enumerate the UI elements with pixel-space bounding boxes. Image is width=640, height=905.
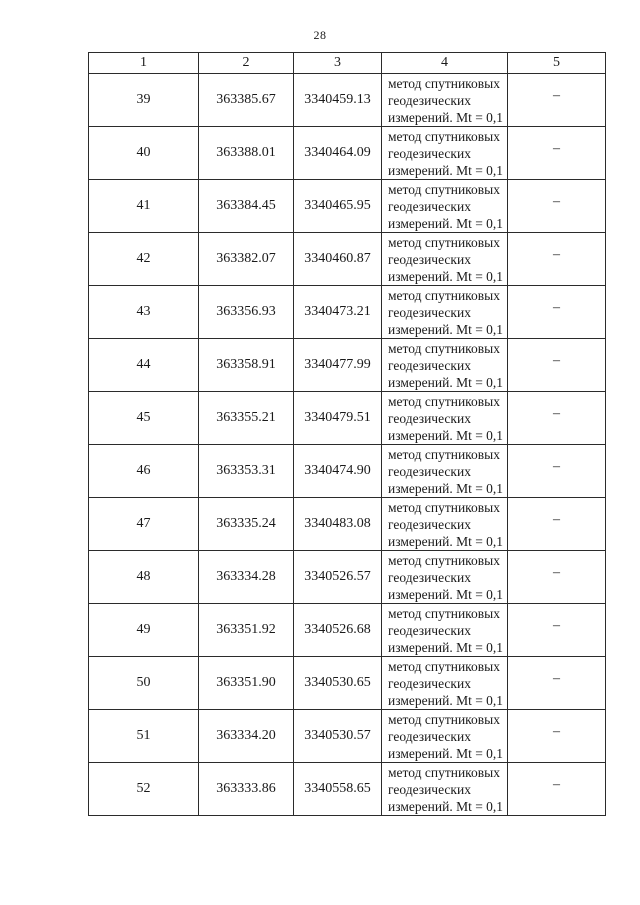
description-cell: –: [508, 498, 606, 551]
point-number-cell: 39: [89, 74, 199, 127]
method-line: измерений. Mt = 0,1: [388, 110, 504, 125]
method-line: измерений. Mt = 0,1: [388, 375, 504, 390]
table-row: [89, 392, 606, 445]
coordinate-y-cell: 3340477.99: [294, 339, 382, 392]
table-row: [89, 127, 606, 180]
method-line: геодезических: [388, 729, 471, 744]
point-number-cell: 48: [89, 551, 199, 604]
method-line: измерений. Mt = 0,1: [388, 587, 504, 602]
method-cell: [382, 233, 508, 286]
method-line: геодезических: [388, 252, 471, 267]
method-line: измерений. Mt = 0,1: [388, 428, 504, 443]
method-cell: [382, 127, 508, 180]
point-number-cell: 42: [89, 233, 199, 286]
coordinate-y-cell: 3340459.13: [294, 74, 382, 127]
method-line: метод спутниковых: [388, 288, 500, 303]
coordinate-y-cell: 3340526.57: [294, 551, 382, 604]
method-line: метод спутниковых: [388, 129, 500, 144]
header-col-5: 5: [508, 53, 606, 74]
coordinate-y-cell: 3340558.65: [294, 763, 382, 816]
method-line: геодезических: [388, 199, 471, 214]
coordinate-y-cell: 3340483.08: [294, 498, 382, 551]
method-cell: [382, 763, 508, 816]
method-line: метод спутниковых: [388, 76, 500, 91]
method-line: метод спутниковых: [388, 182, 500, 197]
method-line: измерений. Mt = 0,1: [388, 163, 504, 178]
method-line: метод спутниковых: [388, 765, 500, 780]
coordinate-x-cell: 363334.28: [199, 551, 294, 604]
table-row: [89, 604, 606, 657]
coordinate-x-cell: 363355.21: [199, 392, 294, 445]
point-number-cell: 41: [89, 180, 199, 233]
method-line: метод спутниковых: [388, 447, 500, 462]
table-row: [89, 551, 606, 604]
coordinate-y-cell: 3340530.65: [294, 657, 382, 710]
description-cell: –: [508, 445, 606, 498]
method-line: метод спутниковых: [388, 606, 500, 621]
method-cell: [382, 392, 508, 445]
method-line: метод спутниковых: [388, 235, 500, 250]
method-cell: [382, 339, 508, 392]
description-cell: –: [508, 763, 606, 816]
table-row: [89, 74, 606, 127]
method-cell: [382, 657, 508, 710]
header-col-3: 3: [294, 53, 382, 74]
coordinate-y-cell: 3340460.87: [294, 233, 382, 286]
method-line: геодезических: [388, 623, 471, 638]
method-cell: [382, 445, 508, 498]
point-number-cell: 43: [89, 286, 199, 339]
table-row: [89, 286, 606, 339]
coordinate-y-cell: 3340465.95: [294, 180, 382, 233]
coordinate-x-cell: 363351.90: [199, 657, 294, 710]
description-cell: –: [508, 180, 606, 233]
point-number-cell: 46: [89, 445, 199, 498]
coordinate-y-cell: 3340479.51: [294, 392, 382, 445]
method-line: измерений. Mt = 0,1: [388, 746, 504, 761]
coordinate-x-cell: 363388.01: [199, 127, 294, 180]
method-line: измерений. Mt = 0,1: [388, 481, 504, 496]
description-cell: –: [508, 710, 606, 763]
method-line: измерений. Mt = 0,1: [388, 799, 504, 814]
method-line: метод спутниковых: [388, 712, 500, 727]
table-row: [89, 233, 606, 286]
method-line: геодезических: [388, 676, 471, 691]
point-number-cell: 49: [89, 604, 199, 657]
point-number-cell: 51: [89, 710, 199, 763]
method-line: геодезических: [388, 411, 471, 426]
method-line: геодезических: [388, 782, 471, 797]
method-line: геодезических: [388, 93, 471, 108]
method-line: метод спутниковых: [388, 500, 500, 515]
table-row: [89, 180, 606, 233]
coordinate-x-cell: 363353.31: [199, 445, 294, 498]
page-number: 28: [313, 28, 327, 42]
description-cell: –: [508, 339, 606, 392]
method-cell: [382, 551, 508, 604]
method-cell: [382, 710, 508, 763]
method-line: измерений. Mt = 0,1: [388, 534, 504, 549]
method-line: измерений. Mt = 0,1: [388, 269, 504, 284]
coordinate-x-cell: 363358.91: [199, 339, 294, 392]
method-cell: [382, 604, 508, 657]
table-row: [89, 763, 606, 816]
coordinate-y-cell: 3340530.57: [294, 710, 382, 763]
header-col-4: 4: [382, 53, 508, 74]
coordinate-y-cell: 3340474.90: [294, 445, 382, 498]
method-line: измерений. Mt = 0,1: [388, 693, 504, 708]
point-number-cell: 50: [89, 657, 199, 710]
method-line: геодезических: [388, 305, 471, 320]
table-row: [89, 339, 606, 392]
point-number-cell: 40: [89, 127, 199, 180]
method-line: измерений. Mt = 0,1: [388, 216, 504, 231]
method-line: геодезических: [388, 146, 471, 161]
table-row: [89, 445, 606, 498]
method-line: метод спутниковых: [388, 394, 500, 409]
description-cell: –: [508, 127, 606, 180]
description-cell: –: [508, 392, 606, 445]
description-cell: –: [508, 74, 606, 127]
method-cell: [382, 180, 508, 233]
method-line: метод спутниковых: [388, 341, 500, 356]
coordinate-x-cell: 363335.24: [199, 498, 294, 551]
point-number-cell: 47: [89, 498, 199, 551]
table-row: [89, 498, 606, 551]
table-row: [89, 710, 606, 763]
point-number-cell: 45: [89, 392, 199, 445]
method-cell: [382, 74, 508, 127]
description-cell: –: [508, 657, 606, 710]
coordinate-x-cell: 363384.45: [199, 180, 294, 233]
description-cell: –: [508, 233, 606, 286]
coordinate-x-cell: 363356.93: [199, 286, 294, 339]
coordinate-x-cell: 363333.86: [199, 763, 294, 816]
table-header-row: [89, 53, 606, 74]
coordinate-x-cell: 363334.20: [199, 710, 294, 763]
method-line: геодезических: [388, 570, 471, 585]
method-line: метод спутниковых: [388, 659, 500, 674]
method-cell: [382, 498, 508, 551]
description-cell: –: [508, 286, 606, 339]
point-number-cell: 52: [89, 763, 199, 816]
coordinate-y-cell: 3340473.21: [294, 286, 382, 339]
coordinate-x-cell: 363382.07: [199, 233, 294, 286]
method-line: геодезических: [388, 464, 471, 479]
coordinate-y-cell: 3340464.09: [294, 127, 382, 180]
description-cell: –: [508, 604, 606, 657]
coordinates-table: [88, 52, 606, 816]
method-line: геодезических: [388, 358, 471, 373]
coordinate-x-cell: 363351.92: [199, 604, 294, 657]
method-line: измерений. Mt = 0,1: [388, 322, 504, 337]
coordinate-y-cell: 3340526.68: [294, 604, 382, 657]
table-row: [89, 657, 606, 710]
point-number-cell: 44: [89, 339, 199, 392]
method-cell: [382, 286, 508, 339]
coordinate-x-cell: 363385.67: [199, 74, 294, 127]
header-col-2: 2: [199, 53, 294, 74]
header-col-1: 1: [89, 53, 199, 74]
description-cell: –: [508, 551, 606, 604]
method-line: измерений. Mt = 0,1: [388, 640, 504, 655]
method-line: геодезических: [388, 517, 471, 532]
method-line: метод спутниковых: [388, 553, 500, 568]
